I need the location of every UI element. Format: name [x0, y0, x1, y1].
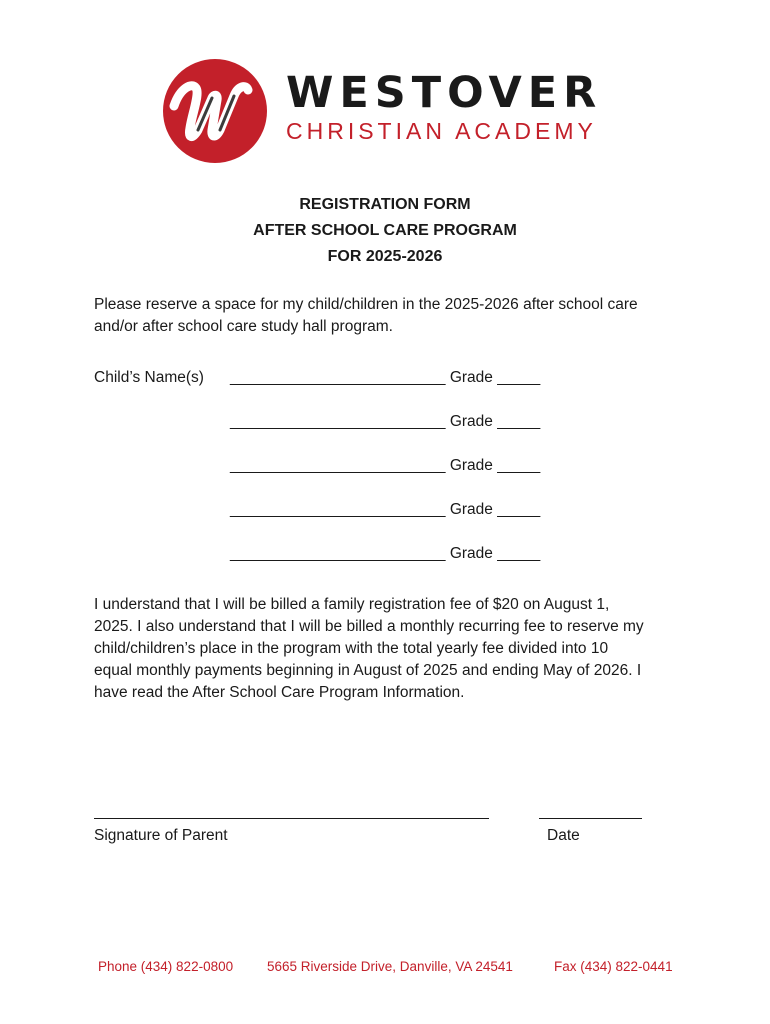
intro-line-1: Please reserve a space for my child/children in the 2025-2026 after school care: [94, 296, 638, 313]
agreement-line-5: have read the After School Care Program Information.: [94, 684, 465, 701]
footer-fax: Fax (434) 822-0441: [554, 959, 673, 974]
school-logo: [162, 58, 612, 164]
title-line-3: FOR 2025-2026: [327, 248, 443, 265]
title-line-1: REGISTRATION FORM: [299, 196, 471, 213]
child-names-label: Child’s Name(s): [94, 369, 204, 386]
child-name-grade-field-2[interactable]: _________________________ Grade _____: [230, 413, 541, 430]
child-name-grade-field-3[interactable]: _________________________ Grade _____: [230, 457, 541, 474]
agreement-line-4: equal monthly payments beginning in August of 2025 and ending May of 2026. I: [94, 662, 642, 679]
title-line-2: AFTER SCHOOL CARE PROGRAM: [253, 222, 517, 239]
date-label: Date: [547, 827, 580, 844]
parent-signature-label: Signature of Parent: [94, 827, 228, 844]
form-title: [0, 192, 770, 270]
parent-signature-line[interactable]: [94, 818, 489, 819]
agreement-line-1: I understand that I will be billed a family registration fee of $20 on August 1,: [94, 596, 610, 613]
agreement-line-3: child/children’s place in the program with the total yearly fee divided into 10: [94, 640, 609, 657]
date-line[interactable]: [539, 818, 642, 819]
footer-address: 5665 Riverside Drive, Danville, VA 24541: [267, 959, 513, 974]
logo-subtitle-text: CHRISTIAN ACADEMY: [286, 118, 597, 144]
footer-phone: Phone (434) 822-0800: [98, 959, 234, 974]
logo-name-text: WESTOVER: [286, 68, 603, 118]
agreement-line-2: 2025. I also understand that I will be billed a monthly recurring fee to reserve my: [94, 618, 644, 635]
child-name-grade-field-4[interactable]: _________________________ Grade _____: [230, 501, 541, 518]
child-name-grade-field-1[interactable]: _________________________ Grade _____: [230, 369, 541, 386]
intro-line-2: and/or after school care study hall program.: [94, 318, 393, 335]
agreement-paragraph: [94, 594, 644, 704]
intro-paragraph: [94, 294, 638, 338]
westover-w-emblem-icon: [162, 58, 268, 164]
child-name-grade-field-5[interactable]: _________________________ Grade _____: [230, 545, 541, 562]
